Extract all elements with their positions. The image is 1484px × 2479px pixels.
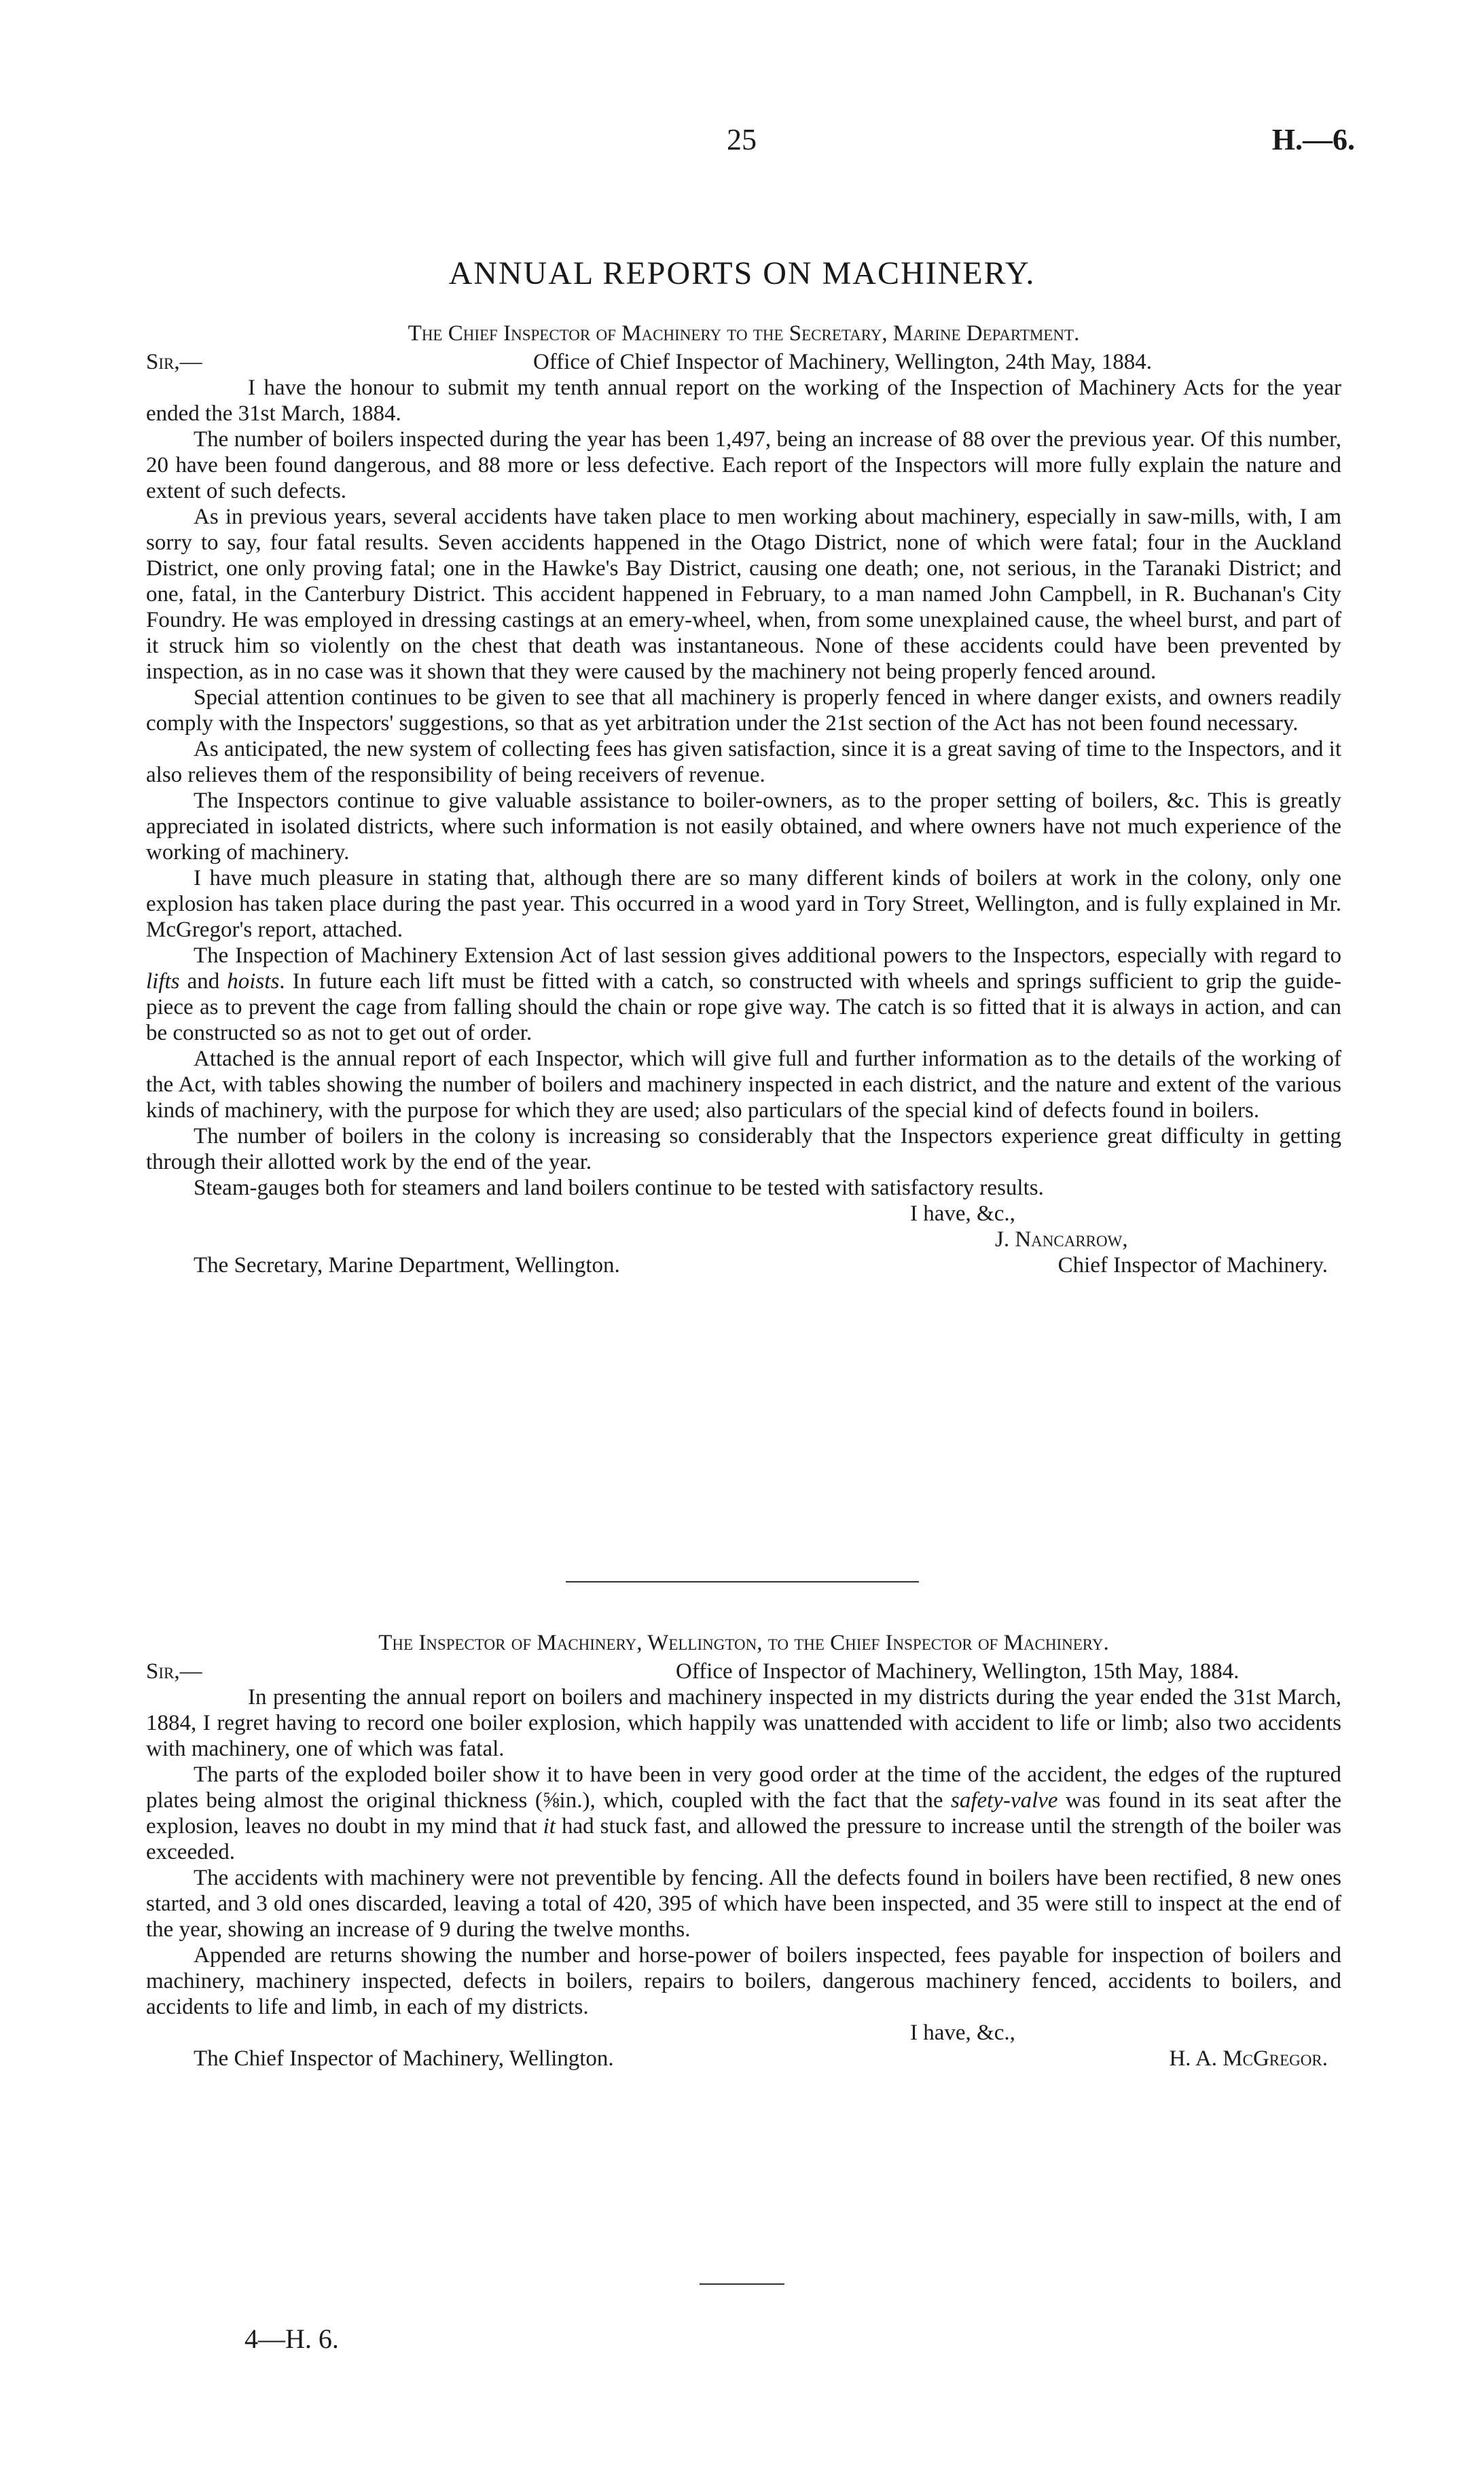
report1-salutation: Sir,—: [146, 350, 202, 374]
explosion-text-a: The parts of the exploded boiler show it to have been in very good order at the time of the accident, the edges of the ruptured plates being almost the original thickness (⅝in.), which, coupled with the fact that the: [146, 1762, 1341, 1813]
report1-paragraph: The number of boilers inspected during the year has been 1,497, being an increase of 88 over the previous year. Of this number, 20 have been found dangerous, and 88 more or less defective. Each report of the Inspectors will more fully explain the nature and extent of such defects.: [146, 427, 1341, 503]
report2-salutation-row: [146, 1659, 1341, 1684]
report1-paragraph: The number of boilers in the colony is increasing so considerably that the Inspectors experience great difficulty in getting through their allotted work by the end of the year.: [146, 1124, 1341, 1174]
report2-signature-row: [146, 2046, 1341, 2071]
report2-office-line: Office of Inspector of Machinery, Wellington, 15th May, 1884.: [676, 1659, 1239, 1684]
document-reference: H.—6.: [1271, 123, 1355, 156]
report1-signer-name: J. Nancarrow,: [995, 1227, 1128, 1252]
explosion-text-c: had stuck fast, and allowed the pressure to increase until the strength of the boiler was exceeded.: [146, 1814, 1341, 1864]
section-divider: [566, 1581, 919, 1582]
report1-signer-title: Chief Inspector of Machinery.: [1057, 1253, 1328, 1278]
report2-paragraph: Appended are returns showing the number and horse-power of boilers inspected, fees payable for inspection of boilers and machinery, machinery inspected, defects in boilers, repairs to boilers, dangerous machinery fenced, accidents to boilers, and accidents to life and limb, in each of my districts.: [146, 1943, 1341, 2019]
report1-paragraph: I have much pleasure in stating that, although there are so many different kinds of boilers at work in the colony, only one explosion has taken place during the past year. This occurred in a wood yard in Tory Street, Wellington, and is fully explained in Mr. McGregor's report, attached.: [146, 866, 1341, 942]
explosion-text-b: was found in its seat after the explosion, leaves no doubt in my mind that: [146, 1788, 1342, 1839]
report1-signature-row: [146, 1252, 1341, 1278]
signature-reference: 4—H. 6.: [245, 2323, 339, 2354]
report2-paragraph: In presenting the annual report on boilers and machinery inspected in my districts during the year ended the 31st March, 1884, I regret having to record one boiler explosion, which happily was unattended with accident to life or limb; also two accidents with machinery, one of which was fatal.: [146, 1685, 1341, 1761]
lifts-text-b: and: [179, 969, 228, 994]
report1-paragraph: The Inspectors continue to give valuable assistance to boiler-owners, as to the proper setting of boilers, &c. This is greatly appreciated in isolated districts, where such information is not easily obtained, and where owners have not much experience of the working of machinery.: [146, 789, 1341, 865]
page-number: 25: [727, 123, 757, 156]
report1-lifts-paragraph: [146, 943, 1341, 1046]
report1-address-line: The Chief Inspector of Machinery to the Secretary, Marine Department.: [408, 321, 1080, 346]
report1-closing: I have, &c.,: [910, 1201, 1015, 1226]
safety-valve-emphasis: safety-valve: [950, 1788, 1058, 1813]
report1-paragraph: As anticipated, the new system of collecting fees has given satisfaction, since it is a great saving of time to the Inspectors, and it also relieves them of the responsibility of being receivers of revenue.: [146, 737, 1341, 787]
report1-office-line: Office of Chief Inspector of Machinery, Wellington, 24th May, 1884.: [533, 350, 1153, 374]
report2-salutation: Sir,—: [146, 1659, 202, 1684]
report1-paragraph: Special attention continues to be given to see that all machinery is properly fenced in where danger exists, and owners readily comply with the Inspectors' suggestions, so that as yet arbitration under the 21st section of the Act has not been found necessary.: [146, 685, 1341, 736]
report2-address-line: The Inspector of Machinery, Wellington, to the Chief Inspector of Machinery.: [378, 1631, 1109, 1655]
report1-paragraph: Steam-gauges both for steamers and land boilers continue to be tested with satisfactory results.: [194, 1176, 1044, 1200]
report2-signer-name: H. A. McGregor.: [1169, 2046, 1328, 2071]
report2-closing: I have, &c.,: [910, 2021, 1015, 2045]
page-title: ANNUAL REPORTS ON MACHINERY.: [448, 255, 1036, 291]
report2-paragraph: The accidents with machinery were not preventible by fencing. All the defects found in boilers have been rectified, 8 new ones started, and 3 old ones discarded, leaving a total of 420, 395 of which have been inspected, and 35 were still to inspect at the end of the year, showing an increase of 9 during the twelve months.: [146, 1866, 1341, 1942]
report1-recipient: The Secretary, Marine Department, Wellington.: [194, 1253, 620, 1278]
it-emphasis: it: [543, 1814, 556, 1839]
lifts-emphasis: lifts: [146, 969, 180, 994]
report1-paragraph: Attached is the annual report of each Inspector, which will give full and further information as to the details of the working of the Act, with tables showing the number of boilers and machinery inspected in each district, and the nature and extent of the various kinds of machinery, with the purpose for which they are used; also particulars of the special kind of defects found in boilers.: [146, 1047, 1341, 1123]
lifts-text-c: . In future each lift must be fitted with a catch, so constructed with wheels and springs sufficient to grip the guide-piece as to prevent the cage from falling should the chain or rope give way. The catch is so fitted that it is always in action, and can be constructed so as not to get out of order.: [146, 969, 1341, 1045]
chief-inspector-report: [146, 321, 1341, 1278]
end-divider: [700, 2283, 784, 2285]
report1-paragraph: As in previous years, several accidents have taken place to men working about machinery, especially in saw-mills, with, I am sorry to say, four fatal results. Seven accidents happened in the Otago District, none of which were fatal; four in the Auckland District, one only proving fatal; one in the Hawke's Bay District, causing one death; one, not serious, in the Taranaki District; and one, fatal, in the Canterbury District. This accident happened in February, to a man named John Campbell, in R. Buchanan's City Foundry. He was employed in dressing castings at an emery-wheel, when, from some unexplained cause, the wheel burst, and part of it struck him so violently on the chest that death was instantaneous. None of these accidents could have been prevented by inspection, as in no case was it shown that they were caused by the machinery not being properly fenced around.: [146, 505, 1341, 684]
report2-explosion-paragraph: [146, 1762, 1341, 1865]
wellington-inspector-report: [146, 1630, 1341, 2071]
report1-paragraph: I have the honour to submit my tenth annual report on the working of the Inspection of Machinery Acts for the year ended the 31st March, 1884.: [146, 376, 1341, 426]
report1-salutation-row: [146, 349, 1341, 375]
hoists-emphasis: hoists: [227, 969, 280, 994]
report2-recipient: The Chief Inspector of Machinery, Wellington.: [194, 2046, 614, 2071]
lifts-text-a: The Inspection of Machinery Extension Act of last session gives additional powers to the Inspectors, especially with regard to: [194, 943, 1341, 968]
